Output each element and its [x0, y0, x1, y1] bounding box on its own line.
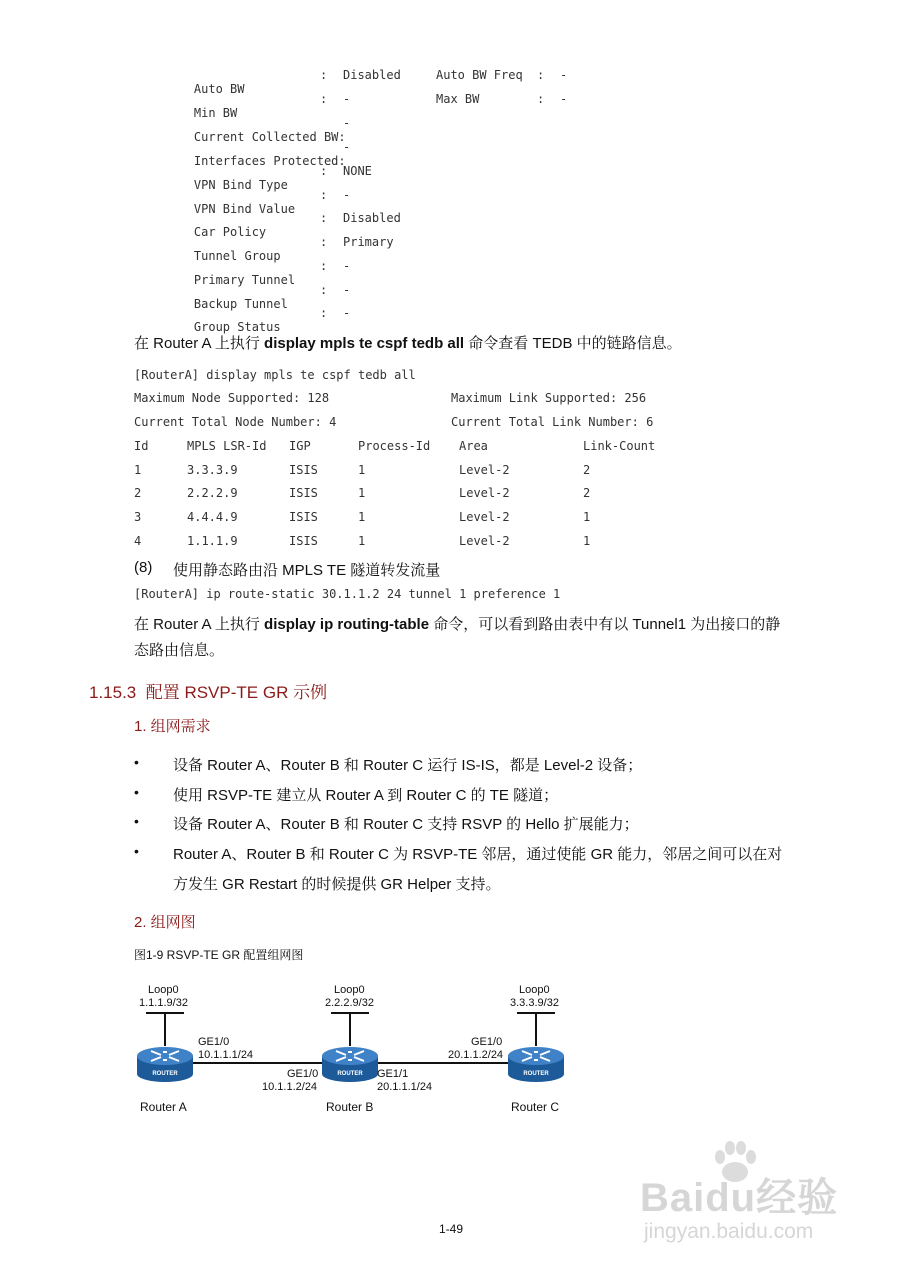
router-b-icon: [322, 1047, 378, 1082]
label: Backup Tunnel: [193, 297, 288, 311]
subheading-requirements: 1. 组网需求: [134, 718, 211, 735]
router-b-loop-label: Loop0: [334, 984, 365, 996]
value2: -: [560, 68, 568, 82]
tedb-max-link: Maximum Link Supported: 256: [451, 391, 647, 405]
tedb-cell: 3.3.3.9: [187, 463, 238, 477]
sep: :: [320, 92, 328, 106]
router-a-name: Router A: [140, 1100, 187, 1114]
label: Group Status: [193, 320, 281, 334]
page-number: 1-49: [439, 1222, 464, 1236]
value2: -: [560, 92, 568, 106]
tedb-cell: 4: [134, 534, 142, 548]
paragraph-routing-table-line2: 态路由信息。: [134, 642, 225, 659]
command-text: display mpls te cspf tedb all: [264, 335, 465, 352]
tedb-prompt: [RouterA] display mpls te cspf tedb all: [134, 368, 416, 382]
value: -: [343, 283, 351, 297]
tedb-cell: 4.4.4.9: [187, 510, 238, 524]
router-b-interface-2: GE1/1: [377, 1068, 409, 1080]
watermark-url: jingyan.baidu.com: [644, 1220, 814, 1243]
tedb-cell: 1: [134, 463, 142, 477]
value: -: [343, 259, 351, 273]
tedb-header-process-id: Process-Id: [358, 439, 431, 453]
router-a-loop-ip: 1.1.1.9/32: [139, 997, 188, 1009]
list-item: 设备 Router A、Router B 和 Router C 运行 IS-IS，都是 Level-2 设备；: [173, 757, 643, 774]
sep: :: [320, 188, 328, 202]
section-title: 配置 RSVP-TE GR 示例: [145, 683, 328, 702]
sep2: :: [537, 68, 545, 82]
section-number: 1.15.3: [89, 683, 137, 702]
list-item: Router A、Router B 和 Router C 为 RSVP-TE 邻居，通过使能 GR 能力，邻居之间可以在对: [173, 846, 783, 863]
router-c-interface-ip: 20.1.1.2/24: [448, 1049, 504, 1061]
tedb-cur-link: Current Total Link Number: 6: [451, 415, 654, 429]
value: Disabled: [343, 211, 401, 225]
tedb-cell: 1: [583, 510, 591, 524]
list-item: 设备 Router A、Router B 和 Router C 支持 RSVP 的 Hello 扩展能力；: [173, 816, 639, 833]
bullet-marker: •: [134, 784, 139, 800]
router-a-interface-ip: 10.1.1.1/24: [198, 1049, 254, 1061]
tedb-cell: 1: [583, 534, 591, 548]
sep2: :: [537, 92, 545, 106]
tedb-cell: ISIS: [289, 463, 318, 477]
router-b-interface-2-ip: 20.1.1.1/24: [377, 1081, 433, 1093]
label: Tunnel Group: [193, 249, 281, 263]
tedb-header-igp: IGP: [289, 439, 311, 453]
sep: :: [320, 164, 328, 178]
label2: Max BW: [436, 92, 480, 106]
list-item-continuation: 方发生 GR Restart 的时候提供 GR Helper 支持。: [173, 876, 501, 893]
sep: :: [320, 259, 328, 273]
label: Car Policy: [193, 225, 267, 239]
router-c-name: Router C: [511, 1100, 560, 1114]
label: VPN Bind Value: [193, 202, 296, 216]
router-c-interface: GE1/0: [471, 1036, 503, 1048]
value: -: [343, 140, 351, 154]
bullet-marker: •: [134, 754, 139, 770]
router-b-interface-1-ip: 10.1.1.2/24: [262, 1081, 318, 1093]
step-title: 使用静态路由沿 MPLS TE 隧道转发流量: [173, 562, 441, 579]
bullet-marker: •: [134, 843, 139, 859]
subheading-diagram: 2. 组网图: [134, 914, 196, 931]
value: -: [343, 116, 351, 130]
sep: :: [320, 283, 328, 297]
sep: :: [320, 68, 328, 82]
router-badge: ROUTER: [337, 1071, 363, 1077]
tedb-cell: ISIS: [289, 486, 318, 500]
router-c-loop-ip: 3.3.3.9/32: [510, 997, 559, 1009]
value: -: [343, 188, 351, 202]
router-a-icon: [137, 1047, 193, 1082]
router-badge: ROUTER: [523, 1071, 549, 1077]
tedb-cell: 1: [358, 510, 366, 524]
tedb-cell: Level-2: [459, 510, 510, 524]
tedb-cell: 2: [134, 486, 142, 500]
tedb-cell: 1: [358, 486, 366, 500]
value: Primary: [343, 235, 394, 249]
label: Current Collected BW:: [193, 130, 346, 144]
sep: :: [320, 211, 328, 225]
text-pre: 在 Router A 上执行: [134, 616, 265, 633]
command-text: display ip routing-table: [264, 616, 430, 633]
tedb-cell: 2: [583, 486, 591, 500]
tedb-cell: ISIS: [289, 510, 318, 524]
tedb-cell: Level-2: [459, 463, 510, 477]
tedb-cell: ISIS: [289, 534, 318, 548]
sep: :: [320, 235, 328, 249]
baidu-watermark: [640, 1140, 870, 1270]
label: Primary Tunnel: [193, 273, 296, 287]
static-route-command: [RouterA] ip route-static 30.1.1.2 24 tunnel 1 preference 1: [134, 587, 561, 601]
value: -: [343, 306, 351, 320]
tedb-cell: 3: [134, 510, 142, 524]
router-badge: ROUTER: [152, 1071, 178, 1077]
tedb-cell: Level-2: [459, 486, 510, 500]
value: Disabled: [343, 68, 401, 82]
router-b-loop-ip: 2.2.2.9/32: [325, 997, 374, 1009]
label2: Auto BW Freq: [436, 68, 523, 82]
tedb-cell: 1: [358, 534, 366, 548]
label: Interfaces Protected:: [193, 154, 346, 168]
text-pre: 在 Router A 上执行: [134, 335, 265, 352]
tedb-header-lsr-id: MPLS LSR-Id: [187, 439, 267, 453]
bullet-marker: •: [134, 813, 139, 829]
list-item: 使用 RSVP-TE 建立从 Router A 到 Router C 的 TE 隧道；: [173, 787, 559, 804]
router-a-interface: GE1/0: [198, 1036, 230, 1048]
tedb-cell: 2: [583, 463, 591, 477]
tedb-max-node: Maximum Node Supported: 128: [134, 391, 330, 405]
router-a-loop-label: Loop0: [148, 984, 179, 996]
tedb-cell: 2.2.2.9: [187, 486, 238, 500]
router-c-icon: [508, 1047, 564, 1082]
label: Min BW: [193, 106, 238, 120]
sep: :: [320, 306, 328, 320]
router-b-interface-1: GE1/0: [287, 1068, 319, 1080]
figure-caption: 图1-9 RSVP-TE GR 配置组网图: [134, 948, 304, 962]
tedb-header-id: Id: [134, 439, 149, 453]
label: Auto BW: [193, 82, 245, 96]
text-post: 命令查看 TEDB 中的链路信息。: [464, 335, 682, 352]
label: VPN Bind Type: [193, 178, 288, 192]
watermark-brand: Baidu经验: [640, 1176, 839, 1220]
step-number: (8): [134, 559, 153, 576]
tedb-cell: Level-2: [459, 534, 510, 548]
text-post: 命令，可以看到路由表中有以 Tunnel1 为出接口的静: [429, 616, 781, 633]
tedb-cell: 1: [358, 463, 366, 477]
router-c-loop-label: Loop0: [519, 984, 550, 996]
value: -: [343, 92, 351, 106]
tedb-cur-node: Current Total Node Number: 4: [134, 415, 337, 429]
value: NONE: [343, 164, 372, 178]
tedb-header-area: Area: [459, 439, 488, 453]
router-b-name: Router B: [326, 1100, 374, 1114]
tedb-cell: 1.1.1.9: [187, 534, 238, 548]
tedb-header-link-count: Link-Count: [583, 439, 656, 453]
